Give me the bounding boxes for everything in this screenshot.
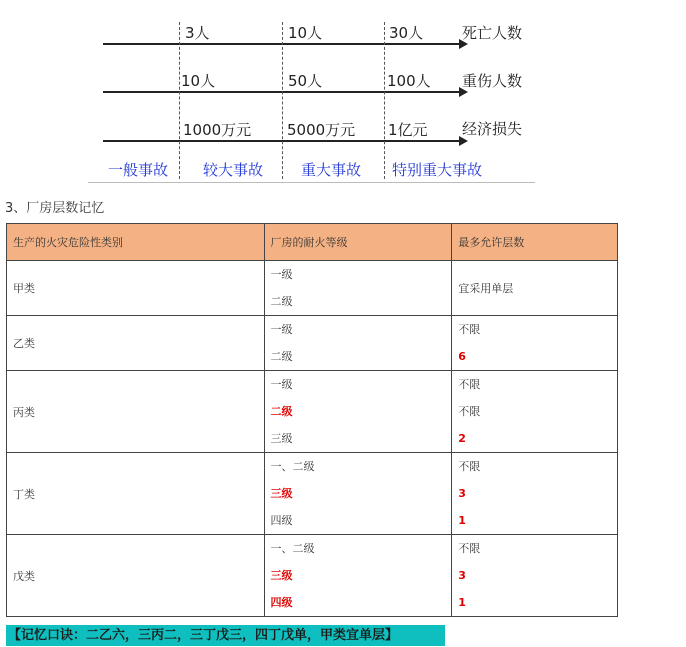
floor-value-highlight: 3 [458,487,466,500]
level-value: 一级 [270,323,293,336]
row-title-loss: 经济损失 [462,120,523,138]
grade-divider-2 [282,22,283,179]
category-cell: 丁类 [7,453,265,535]
level-value-highlight: 二级 [270,405,293,418]
levels-cell [264,371,452,453]
level-value-highlight: 三级 [270,569,293,582]
floor-value: 不限 [458,378,481,391]
level-value: 二级 [270,350,293,363]
level-value-highlight: 三级 [270,487,293,500]
loss-threshold-1: 1000万元 [183,121,252,139]
table-header-row [7,224,618,261]
floors-cell: 宜采用单层 [452,261,618,316]
section-title: 3、厂房层数记忆 [5,201,105,216]
category-cell: 戊类 [7,535,265,617]
death-threshold-2: 10人 [288,24,323,42]
floor-value-highlight: 6 [458,350,466,363]
header-fire-resistance: 厂房的耐火等级 [264,224,452,261]
floors-cell [452,371,618,453]
floor-value-highlight: 1 [458,596,466,609]
death-threshold-3: 30人 [389,24,424,42]
level-value: 二级 [270,295,293,308]
category-cell: 甲类 [7,261,265,316]
floors-cell [452,453,618,535]
header-max-floors: 最多允许层数 [452,224,618,261]
level-value: 一、二级 [270,460,315,473]
floors-cell [452,535,618,617]
loss-threshold-2: 5000万元 [287,121,356,139]
floor-value: 不限 [458,460,481,473]
table-row [7,535,618,617]
grade-especially-serious: 特别重大事故 [392,161,483,179]
floor-value: 不限 [458,323,481,336]
loss-threshold-3: 1亿元 [388,121,428,139]
table-row [7,453,618,535]
category-cell: 乙类 [7,316,265,371]
header-hazard-category: 生产的火灾危险性类别 [7,224,265,261]
grade-serious: 重大事故 [301,161,362,179]
grade-general: 一般事故 [108,161,169,179]
injury-threshold-3: 100人 [387,72,431,90]
grade-divider-1 [179,22,180,179]
floor-value-highlight: 3 [458,569,466,582]
grade-divider-3 [384,22,385,179]
levels-cell [264,261,452,316]
levels-cell [264,453,452,535]
diagram-baseline [88,182,535,183]
row-title-injuries: 重伤人数 [462,72,523,90]
category-cell: 丙类 [7,371,265,453]
injury-threshold-1: 10人 [181,72,216,90]
factory-floor-table [6,223,618,617]
grade-major: 较大事故 [203,161,264,179]
level-value: 四级 [270,514,293,527]
death-threshold-1: 3人 [185,24,210,42]
table-row [7,316,618,371]
row-title-deaths: 死亡人数 [462,24,523,42]
table-row [7,261,618,316]
level-value: 一级 [270,378,293,391]
table-row [7,371,618,453]
accident-grade-diagram [0,0,686,190]
mnemonic-banner: 【记忆口诀：二乙六，三丙二，三丁戊三，四丁戊单，甲类宜单层】 [6,625,445,646]
level-value: 一、二级 [270,542,315,555]
levels-cell [264,316,452,371]
floor-value: 不限 [458,405,481,418]
floor-value-highlight: 1 [458,514,466,527]
levels-cell [264,535,452,617]
injury-threshold-2: 50人 [288,72,323,90]
level-value-highlight: 四级 [270,596,293,609]
level-value: 一级 [270,268,293,281]
floors-cell [452,316,618,371]
level-value: 三级 [270,432,293,445]
floor-value: 不限 [458,542,481,555]
floor-value-highlight: 2 [458,432,466,445]
